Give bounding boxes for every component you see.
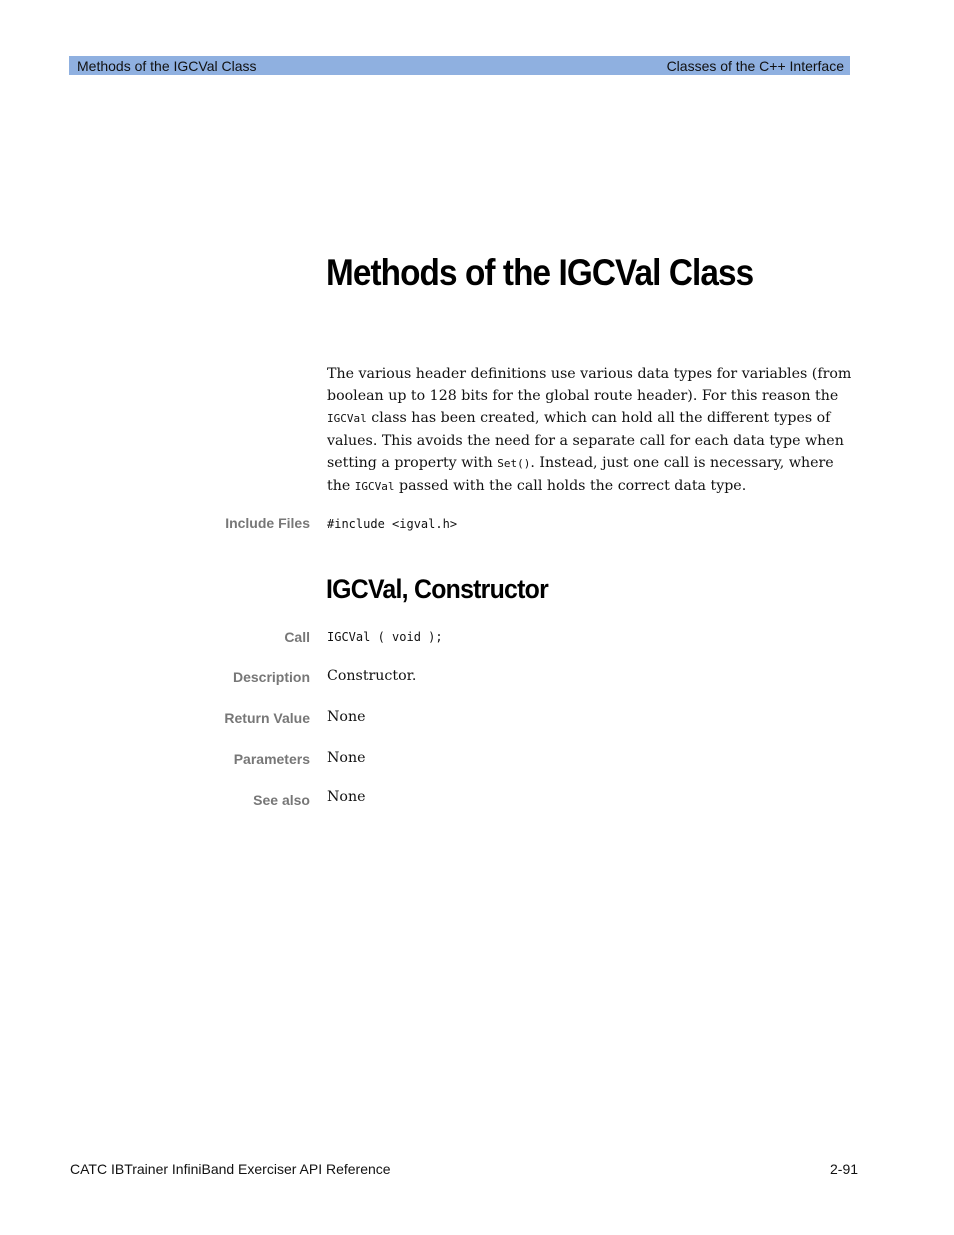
intro-code-set: Set() <box>497 457 531 470</box>
include-files-label: Include Files <box>225 515 310 531</box>
return-value-value: None <box>327 709 366 725</box>
page-title: Methods of the IGCVal Class <box>326 252 754 293</box>
intro-paragraph <box>327 363 857 498</box>
section-title: IGCVal, Constructor <box>326 574 549 604</box>
intro-text-4: passed with the call holds the correct data type. <box>394 478 747 494</box>
call-value: IGCVal ( void ); <box>327 630 443 644</box>
see-also-label: See also <box>253 792 310 808</box>
parameters-value: None <box>327 750 366 766</box>
header-section-title: Methods of the IGCVal Class <box>77 58 257 74</box>
description-label: Description <box>232 669 310 685</box>
call-label: Call <box>284 629 310 645</box>
include-files-value: #include <igval.h> <box>327 517 458 531</box>
intro-code-igcval-2: IGCVal <box>354 480 395 493</box>
intro-text-3: . Instead, just one call is necessary, where the <box>327 455 834 494</box>
header-chapter-title: Classes of the C++ Interface <box>666 58 844 74</box>
intro-text-1: The various header definitions use various data types for variables (from boolean up to 128 bits for the global route header). For this reason the <box>327 366 852 404</box>
footer-page-number: 2-91 <box>830 1161 859 1177</box>
description-value: Constructor. <box>327 668 417 684</box>
footer-document-title: CATC IBTrainer InfiniBand Exerciser API Reference <box>70 1161 391 1177</box>
return-value-label: Return Value <box>224 710 310 726</box>
parameters-label: Parameters <box>233 751 310 767</box>
see-also-value: None <box>327 789 366 805</box>
intro-text-2: class has been created, which can hold all the different types of values. This avoids the need for a separate call for each data type when setting a property with <box>327 410 844 471</box>
running-header <box>69 56 850 75</box>
intro-code-igcval: IGCVal <box>327 412 367 425</box>
